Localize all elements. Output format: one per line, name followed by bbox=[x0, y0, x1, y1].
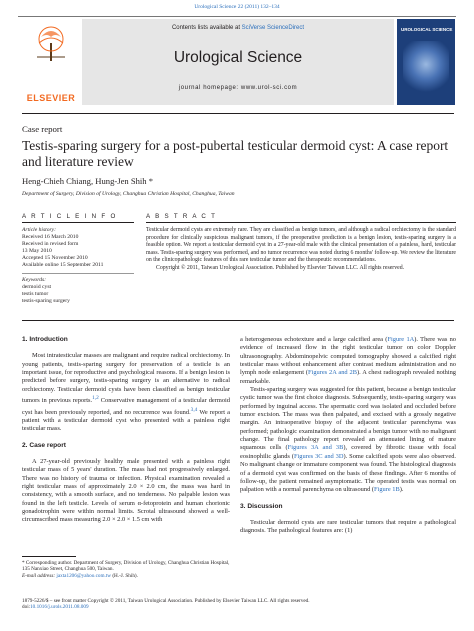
intro-text: Conservative management of a testicular dermoid cyst has been previously reported, and no recurrence was found. bbox=[22, 397, 230, 416]
elsevier-tree-icon bbox=[31, 23, 71, 63]
keywords bbox=[22, 277, 134, 305]
discussion-heading: 3. Discussion bbox=[240, 502, 283, 510]
citation-ref[interactable]: 3,4 bbox=[190, 406, 198, 413]
body-text: ). A chest radiograph revealed nothing remarkable. bbox=[240, 369, 456, 385]
intro-text: Most intratesticular masses are malignant and require radical orchiectomy. In young patients, testis-sparing surgery for preservation of a testicle is an important issue, for reproductive and psychological reasons. If a benign lesion is predicted before surgery, testis-sparing surgery is an alternative to radical orchiectomy. Testicular dermoid cysts have been classified as benign testicular tumors in previous reports. bbox=[22, 352, 230, 405]
keyword-item: testis tumor bbox=[22, 291, 49, 297]
email-suffix: (H.-J. Shih). bbox=[111, 572, 138, 579]
history-item: 13 May 2010 bbox=[22, 248, 52, 254]
article-affiliation: Department of Surgery, Division of Urology, Changhua Christian Hospital, Changhua, Taiwan bbox=[22, 191, 235, 197]
keyword-item: testis-sparing surgery bbox=[22, 298, 70, 304]
footnote bbox=[22, 560, 230, 579]
journal-title: Urological Science bbox=[173, 49, 303, 66]
intro-heading: 1. Introduction bbox=[22, 336, 68, 343]
right-column bbox=[240, 336, 456, 536]
figure-link[interactable]: Figure 1B bbox=[374, 486, 400, 494]
author-email-link[interactable]: jaxta1206@yahoo.com.tw bbox=[56, 572, 112, 579]
email-label: E-mail address: bbox=[22, 572, 57, 579]
article-history bbox=[22, 227, 134, 269]
abstract-text: Testicular dermoid cysts are extremely rare. They are classified as benign tumors, and although a radical orchiectomy is the standard procedure for clinically suspicious malignant tumors, if the preoperative prediction is a benign lesion, testis-sparing surgery is a feasible option. We report a testicular dermoid cyst in a 27-year-old male with the clinical presentation of a painless, hard, testicular mass. Testis-sparing surgery was performed, and no tumor recurrence was noted during 6 months' follow-up. We review the literature on the clinicopathologic features of this rare testicular tumor and the therapeutic recommendations. bbox=[146, 227, 456, 263]
abstract-end-divider bbox=[22, 320, 454, 321]
doi-link[interactable]: 10.1016/j.urols.2011.08.009 bbox=[30, 604, 89, 611]
journal-citation[interactable]: Urological Science 22 (2011) 132–134 bbox=[194, 4, 280, 10]
corresponding-author: * Corresponding author. Department of Surgery, Division of Urology, Changhua Christian Hospital, 135 Nanxiao Street, Changhua 500, Taiwan. bbox=[22, 560, 230, 573]
body-text: Testis-sparing surgery was suggested for this patient, because a benign testicular cystic tumor was the first choice diagnosis. Subsequently, testis-sparing surgery was performed by inguinal access. The spermatic cord was isolated and occluded before tumor excision. The mass was then palpated, and excised with a grossly negative margin. An intraoperative biopsy of the adjacent testicular parenchyma was performed; pathologic examination demonstrated a benign tumor with no malignant change. The final pathology report revealed an attenuated lining of mature squamous cells ( bbox=[240, 386, 456, 452]
intro-text: We report a patient with a testicular dermoid cyst who presented with a painless right testicular mass. bbox=[22, 408, 230, 433]
intro-paragraph bbox=[22, 352, 230, 433]
left-column bbox=[22, 336, 230, 525]
page-footer bbox=[22, 598, 454, 611]
history-item: Available online 15 September 2011 bbox=[22, 262, 104, 268]
history-item: Received 16 March 2010 bbox=[22, 234, 79, 240]
contents-prefix: Contents lists available at bbox=[171, 25, 242, 31]
cover-image bbox=[403, 41, 449, 93]
abstract-copyright: Copyright © 2011, Taiwan Urological Association. Published by Elsevier Taiwan LLC. All rights reserved. bbox=[156, 264, 405, 271]
body-text: ). bbox=[399, 486, 404, 494]
footnote-divider bbox=[22, 556, 76, 557]
email-line bbox=[22, 573, 230, 579]
cover-title: UROLOGICAL SCIENCE bbox=[401, 27, 453, 32]
figure-link[interactable]: Figures 3A and 3B bbox=[287, 444, 344, 452]
publisher-logo-text: ELSEVIER bbox=[26, 93, 76, 103]
figure-link[interactable]: Figures 2A and 2B bbox=[308, 369, 357, 377]
citation-ref[interactable]: 1,2 bbox=[92, 395, 99, 402]
keywords-divider bbox=[22, 273, 134, 274]
sciencedirect-link[interactable]: SciVerse ScienceDirect bbox=[241, 25, 305, 31]
history-item: Accepted 15 November 2010 bbox=[22, 255, 88, 261]
surgery-paragraph bbox=[240, 386, 456, 494]
body-text: ), covered by fibrotic tissue with focal eosinophilic glands ( bbox=[240, 444, 456, 460]
case-paragraph-continued bbox=[240, 336, 456, 386]
keywords-label: Keywords: bbox=[22, 277, 47, 283]
journal-cover[interactable] bbox=[397, 19, 455, 105]
history-label: Article history: bbox=[22, 227, 57, 233]
article-type: Case report bbox=[22, 124, 63, 134]
keyword-item: dermoid cyst bbox=[22, 284, 52, 290]
contents-line bbox=[82, 25, 394, 31]
abstract-body bbox=[146, 227, 456, 272]
body-text: ). There was no evidence of increased flow in the right testicular tumor on color Doppler ultrasonography. Abdominopelvic computed tomography showed a calcified right testicular mass without enhancement after contrast medium administration and no lymph node enlargement ( bbox=[240, 336, 456, 377]
history-item: Received in revised form bbox=[22, 241, 79, 247]
body-text: a heterogeneous echotexture and a large calcified area ( bbox=[240, 336, 388, 343]
doi-label: doi: bbox=[22, 604, 31, 611]
case-paragraph: A 27-year-old previously healthy male presented with a painless right testicular mass of 5 years' duration. The mass had not progressively enlarged. There was no history of trauma or infection. Physical examination revealed a right testicular mass of approximately 2.0 × 2.0 cm, the mass was hard in consistency, with a smooth surface, and no tenderness. No palpable lesion was found in the left testicle. Levels of serum α-fetoprotein and human chorionic gonadotrophin were within normal limits. Scrotal ultrasound showed a well-circumscribed mass measuring 2.0 × 2.0 × 1.5 cm with bbox=[22, 458, 230, 524]
article-title: Testis-sparing surgery for a post-pubertal testicular dermoid cyst: A case report and literature review bbox=[22, 138, 449, 169]
doi-line bbox=[22, 604, 454, 610]
article-info-heading: A R T I C L E I N F O bbox=[22, 213, 118, 220]
abstract-heading: A B S T R A C T bbox=[146, 213, 217, 220]
body-text: ). Some calcified spots were also observed. No malignant change or immature component was found. The histological diagnosis of a dermoid cyst was confirmed on the basis of these findings. After 6 months of follow-up, the patient remained asymptomatic. The operated testis was normal on palpation with a normal parenchyma on ultrasound ( bbox=[240, 452, 457, 494]
article-info-divider bbox=[22, 222, 134, 223]
header-divider bbox=[22, 113, 454, 114]
figure-link[interactable]: Figures 3C and 3D bbox=[293, 452, 344, 460]
publisher-logo[interactable] bbox=[22, 19, 80, 105]
figure-link[interactable]: Figure 1A bbox=[387, 336, 415, 343]
article-authors[interactable]: Heng-Chieh Chiang, Hung-Jen Shih * bbox=[22, 176, 154, 186]
journal-homepage[interactable]: journal homepage: www.urol-sci.com bbox=[178, 85, 298, 91]
abstract-divider bbox=[146, 222, 456, 223]
discussion-paragraph: Testicular dermoid cysts are rare testicular tumors that require a pathological diagnosis. The pathological features are: (1) bbox=[240, 518, 456, 535]
journal-banner bbox=[82, 19, 394, 105]
issn-line: 1879-5226/$ – see front matter Copyright © 2011, Taiwan Urological Association. Published by Elsevier Taiwan LLC. All rights reserved. bbox=[22, 598, 310, 604]
case-heading: 2. Case report bbox=[22, 441, 66, 449]
